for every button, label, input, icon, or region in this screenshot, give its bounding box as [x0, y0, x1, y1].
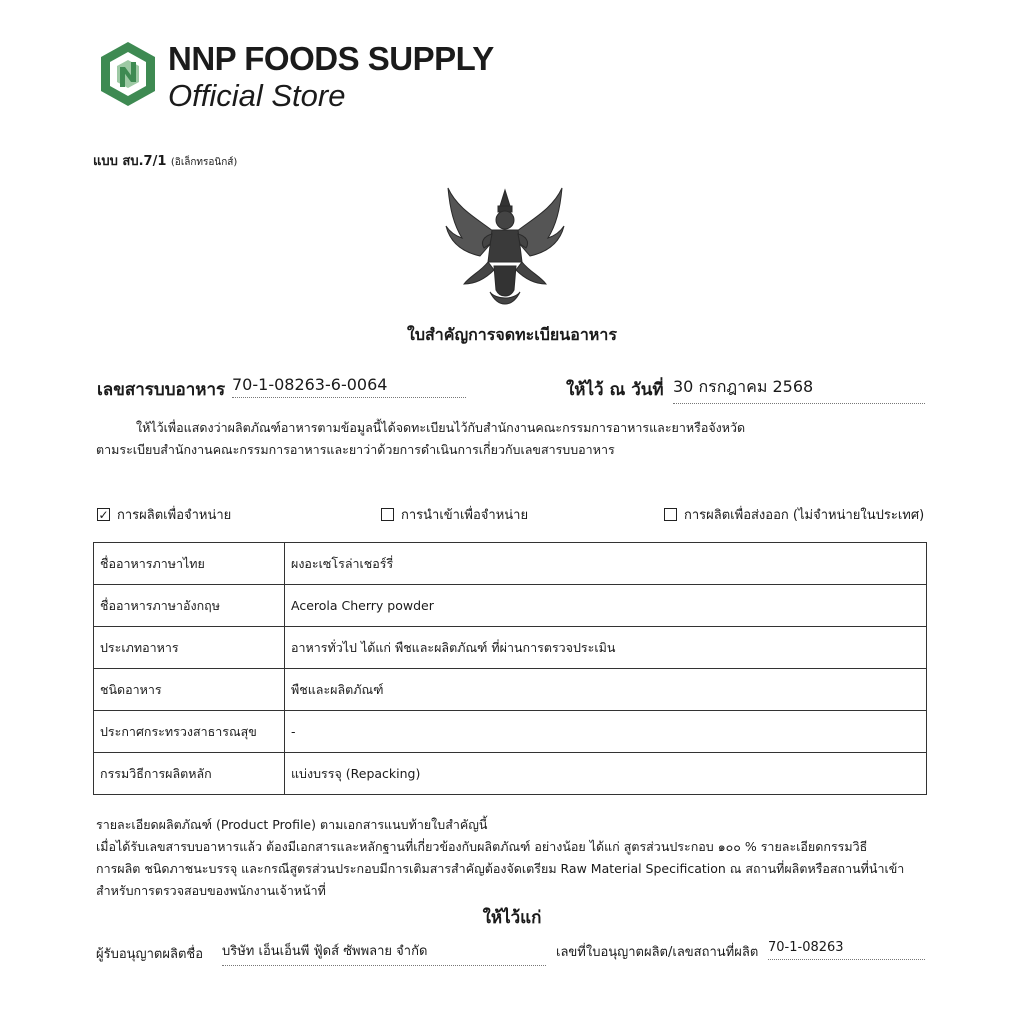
brand-subtitle: Official Store: [168, 78, 346, 113]
purpose-label: การผลิตเพื่อจำหน่าย: [117, 508, 232, 523]
garuda-emblem-icon: [440, 180, 570, 315]
form-code-note: (อิเล็กทรอนิกส์): [170, 157, 238, 168]
note-line-4: สำหรับการตรวจสอบของพนักงานเจ้าหน้าที่: [96, 883, 326, 898]
intro-line-1: ให้ไว้เพื่อแสดงว่าผลิตภัณฑ์อาหารตามข้อมูลนี้ได้จดทะเบียนไว้กับสำนักงานคณะกรรมการอาหารและยาหรือจังหวัด: [136, 420, 746, 435]
table-row: [94, 543, 927, 585]
note-line-1: รายละเอียดผลิตภัณฑ์ (Product Profile) ตามเอกสารแนบท้ายใบสำคัญนี้: [96, 817, 488, 832]
checkbox-checked: ✓: [98, 507, 109, 522]
row-value: -: [285, 711, 927, 753]
nnp-hexagon-logo-icon: [98, 40, 158, 108]
issue-date-value: 30 กรกฎาคม 2568: [673, 375, 925, 404]
grant-title: ให้ไว้แก่: [482, 908, 542, 928]
issue-date-label: ให้ไว้ ณ วันที่: [566, 380, 664, 400]
purpose-label: การนำเข้าเพื่อจำหน่าย: [401, 508, 529, 523]
table-row: [94, 585, 927, 627]
brand-name: NNP FOODS SUPPLY: [168, 40, 494, 77]
purpose-option-export: [664, 504, 924, 525]
intro-line-2: ตามระเบียบสำนักงานคณะกรรมการอาหารและยาว่าด้วยการดำเนินการเกี่ยวกับเลขสารบบอาหาร: [96, 442, 615, 457]
purpose-label: การผลิตเพื่อส่งออก (ไม่จำหน่ายในประเทศ): [684, 508, 925, 523]
note-line-3: การผลิต ชนิดภาชนะบรรจุ และกรณีสูตรส่วนประกอบมีการเติมสารสำคัญต้องจัดเตรียม Raw Material Specification ณ สถานที่ผลิตหรือสถานที่นำเข้า: [96, 861, 905, 876]
row-key: ประกาศกระทรวงสาธารณสุข: [94, 711, 285, 753]
document-title: ใบสำคัญการจดทะเบียนอาหาร: [407, 325, 617, 344]
note-line-2: เมื่อได้รับเลขสารบบอาหารแล้ว ต้องมีเอกสารและหลักฐานที่เกี่ยวข้องกับผลิตภัณฑ์ อย่างน้อย ได้แก่ สูตรส่วนประกอบ ๑๐๐ % รายละเอียดกรรมวิธี: [96, 839, 868, 854]
row-key: ชนิดอาหาร: [94, 669, 285, 711]
row-value: แบ่งบรรจุ (Repacking): [285, 753, 927, 795]
table-row: [94, 753, 927, 795]
license-number-value: 70-1-08263: [768, 940, 925, 960]
purpose-option-production: [97, 504, 231, 525]
food-info-table: [93, 542, 927, 795]
checkbox-unchecked: [381, 508, 394, 521]
licensee-name: บริษัท เอ็นเอ็นพี ฟู้ดส์ ซัพพลาย จำกัด: [222, 940, 546, 966]
row-key: ชื่ออาหารภาษาไทย: [94, 543, 285, 585]
purpose-option-import: [381, 504, 528, 525]
row-key: ชื่ออาหารภาษาอังกฤษ: [94, 585, 285, 627]
registration-number-label: เลขสารบบอาหาร: [97, 380, 226, 400]
licensee-label: ผู้รับอนุญาตผลิตชื่อ: [96, 947, 204, 962]
row-value: พืชและผลิตภัณฑ์: [285, 669, 927, 711]
row-key: กรรมวิธีการผลิตหลัก: [94, 753, 285, 795]
registration-number-value: 70-1-08263-6-0064: [232, 375, 466, 398]
row-value: อาหารทั่วไป ได้แก่ พืชและผลิตภัณฑ์ ที่ผ่านการตรวจประเมิน: [285, 627, 927, 669]
license-number-label: เลขที่ใบอนุญาตผลิต/เลขสถานที่ผลิต: [556, 945, 759, 960]
row-key: ประเภทอาหาร: [94, 627, 285, 669]
row-value: ผงอะเซโรล่าเชอร์รี่: [285, 543, 927, 585]
table-row: [94, 669, 927, 711]
form-code: [93, 150, 237, 171]
row-value: Acerola Cherry powder: [285, 585, 927, 627]
form-code-main: แบบ สบ.7/1: [93, 154, 167, 169]
table-row: [94, 627, 927, 669]
checkbox-unchecked: [664, 508, 677, 521]
table-row: [94, 711, 927, 753]
